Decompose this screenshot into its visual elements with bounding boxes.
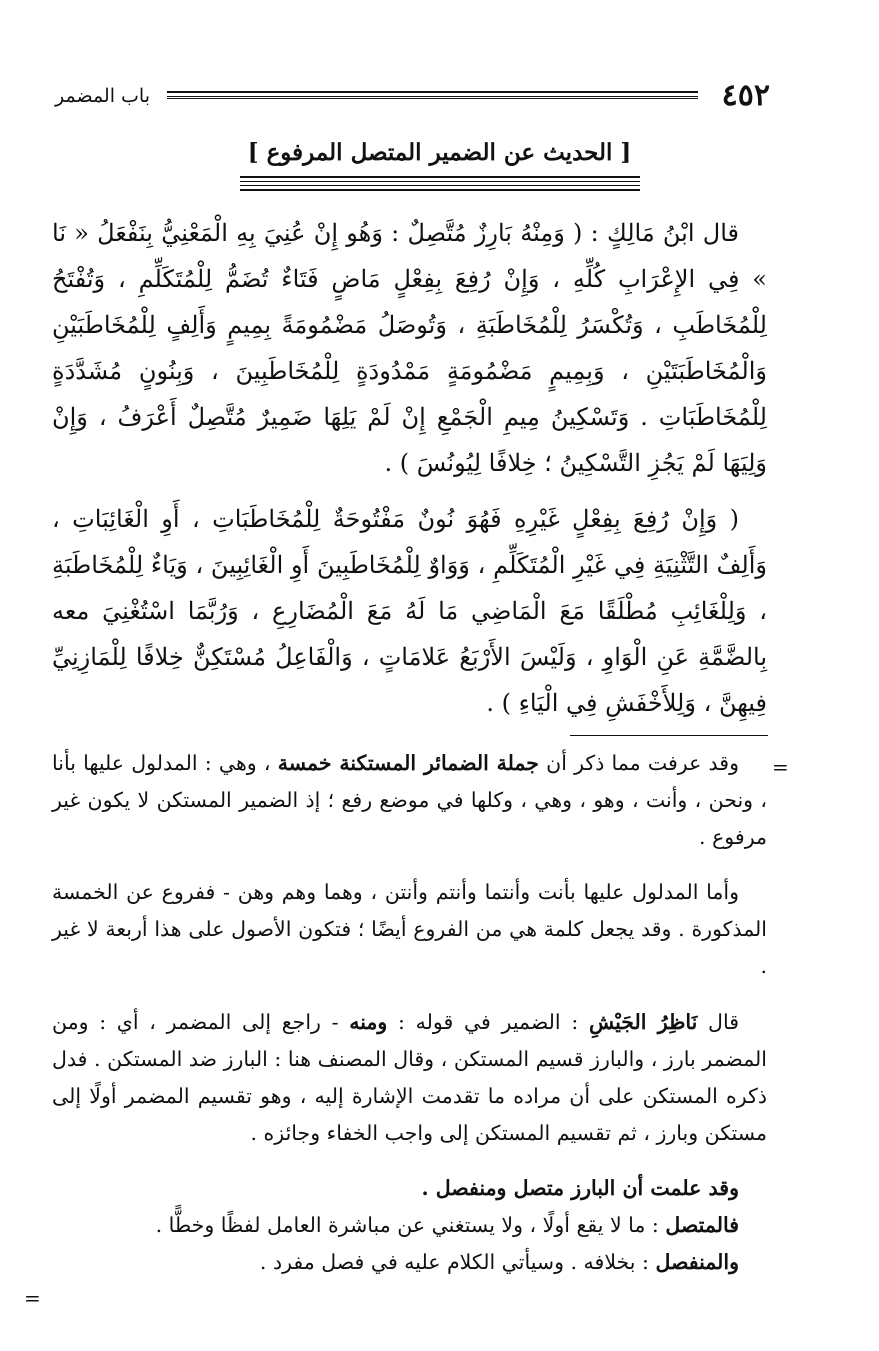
- matn-text-1: قال ابْنُ مَالِكٍ : ( وَمِنْهُ بَارِزٌ مُتَّصِلٌ : وَهُو إِنْ عُنِيَ بِهِ الْمَعْنِيُّ بِنَفْعَلُ « نَا » فِي الإِعْرَابِ كُلِّهِ ، وَإِنْ رُفِعَ بِفِعْلٍ مَاضٍ فَتَاءٌ تُضَمُّ لِلْمُتَكَلِّمِ ، وَتُفْتَحُ لِلْمُخَاطَبِ ، وَتُكْسَرُ لِلْمُخَاطَبَةِ ، وَتُوصَلُ مَضْمُومَةً بِمِيمٍ وَأَلِفٍ لِلْمُخَاطَبَيْنِ وَالْمُخَاطَبَتَيْنِ ، وَبِمِيمٍ مَضْمُومَةٍ مَمْدُودَةٍ لِلْمُخَاطَبِينَ ، وَبِنُونٍ مُشَدَّدَةٍ لِلْمُخَاطَبَاتِ . وَتَسْكِينُ مِيمِ الْجَمْعِ إِنْ لَمْ يَلِهَا ضَمِيرٌ مُتَّصِلٌ أَعْرَفُ ، وَإِنْ وَلِيَهَا لَمْ يَجُزِ التَّسْكِينُ ؛ خِلافًا لِيُونُسَ ) .: [52, 219, 767, 477]
- page-number: ٤٥٢: [721, 78, 770, 113]
- section-title: [ الحديث عن الضمير المتصل المرفوع ]: [247, 139, 632, 166]
- author-name: نَاظِرُ الجَيْشِ: [588, 1010, 698, 1034]
- title-underline-top: [240, 176, 640, 182]
- running-header: [55, 76, 770, 116]
- matn-text-2: ( وَإِنْ رُفِعَ بِفِعْلٍ غَيْرِهِ فَهُوَ نُونٌ مَفْتُوحَةٌ لِلْمُخَاطَبَاتِ ، أَوِ الْغَائِبَاتِ ، وَأَلِفٌ التَّثْنِيَةِ فِي غَيْرِ الْمُتَكَلِّمِ ، وَوَاوٌ لِلْمُخَاطَبِينَ أَوِ الْغَائِبِينَ ، وَيَاءٌ لِلْمُخَاطَبَةِ ، وَلِلْغَائِبِ مُطْلَقًا مَعَ الْمَاضِي مَا لَهُ مَعَ الْمُضَارِعِ ، وَرُبَّمَا اسْتُغْنِيَ معه بِالضَّمَّةِ عَنِ الْوَاوِ ، وَلَيْسَ الأَرْبَعُ عَلامَاتٍ ، وَالْفَاعِلُ مُسْتَكِنٌّ خِلافًا لِلْمَازِنِيِّ فِيهِنَّ ، وَلِلأَخْفَشِ فِي الْيَاءِ ) .: [52, 505, 767, 717]
- header-rule-thin: [167, 98, 698, 99]
- term-muttasil: فالمتصل: [665, 1213, 739, 1237]
- sharh-paragraph-4: وقد علمت أن البارز متصل ومنفصل .: [421, 1176, 739, 1200]
- footnote-separator: [570, 735, 768, 736]
- sharh-paragraph-6: والمنفصل : بخلافه . وسيأتي الكلام عليه في فصل مفرد .: [259, 1250, 739, 1274]
- matn-paragraph-2: [52, 496, 767, 726]
- header-rule: [167, 91, 698, 97]
- term-munfasil: والمنفصل: [655, 1250, 739, 1274]
- sharh-bold-1: جملة الضمائر المستكنة خمسة: [277, 751, 539, 775]
- sharh-paragraph-5: فالمتصل : ما لا يقع أولًا ، ولا يستغني عن مباشرة العامل لفظًا وخطًّا .: [155, 1213, 739, 1237]
- sharh-bold-3: ومنه: [349, 1010, 388, 1034]
- title-underline-bottom: [240, 185, 640, 191]
- chapter-title: باب المضمر: [55, 85, 150, 107]
- continuation-mark-bottom: =: [24, 1286, 41, 1310]
- continuation-mark-top: =: [772, 755, 789, 779]
- matn-paragraph-1: [52, 210, 767, 486]
- sharh-paragraph-1: وقد عرفت مما ذكر أن جملة الضمائر المستكنة خمسة ، وهي : المدلول عليها بأنا ، ونحن ، وأنت ، وهو ، وهي ، وكلها في موضع رفع ؛ إذ الضمير المستكن لا يكون غير مرفوع .: [52, 751, 767, 849]
- sharh-paragraph-3: قال نَاظِرُ الجَيْشِ : الضمير في قوله : ومنه - راجع إلى المضمر ، أي : ومن المضمر بارز ، والبارز قسيم المستكن ، وقال المصنف هنا : البارز ضد المستكن . فدل ذكره المستكن على أن مراده ما تقدمت الإشارة إليه ، وهو تقسيم المضمر أولًا إلى مستكن وبارز ، ثم تقسيم المستكن إلى واجب الخفاء وجائزه .: [52, 1010, 767, 1145]
- sharh-paragraph-2: وأما المدلول عليها بأنت وأنتما وأنتم وأنتن ، وهما وهم وهن - ففروع عن الخمسة المذكورة . وقد يجعل كلمة هي من الفروع أيضًا ؛ فتكون الأصول على هذا أربعة لا غير .: [52, 880, 767, 978]
